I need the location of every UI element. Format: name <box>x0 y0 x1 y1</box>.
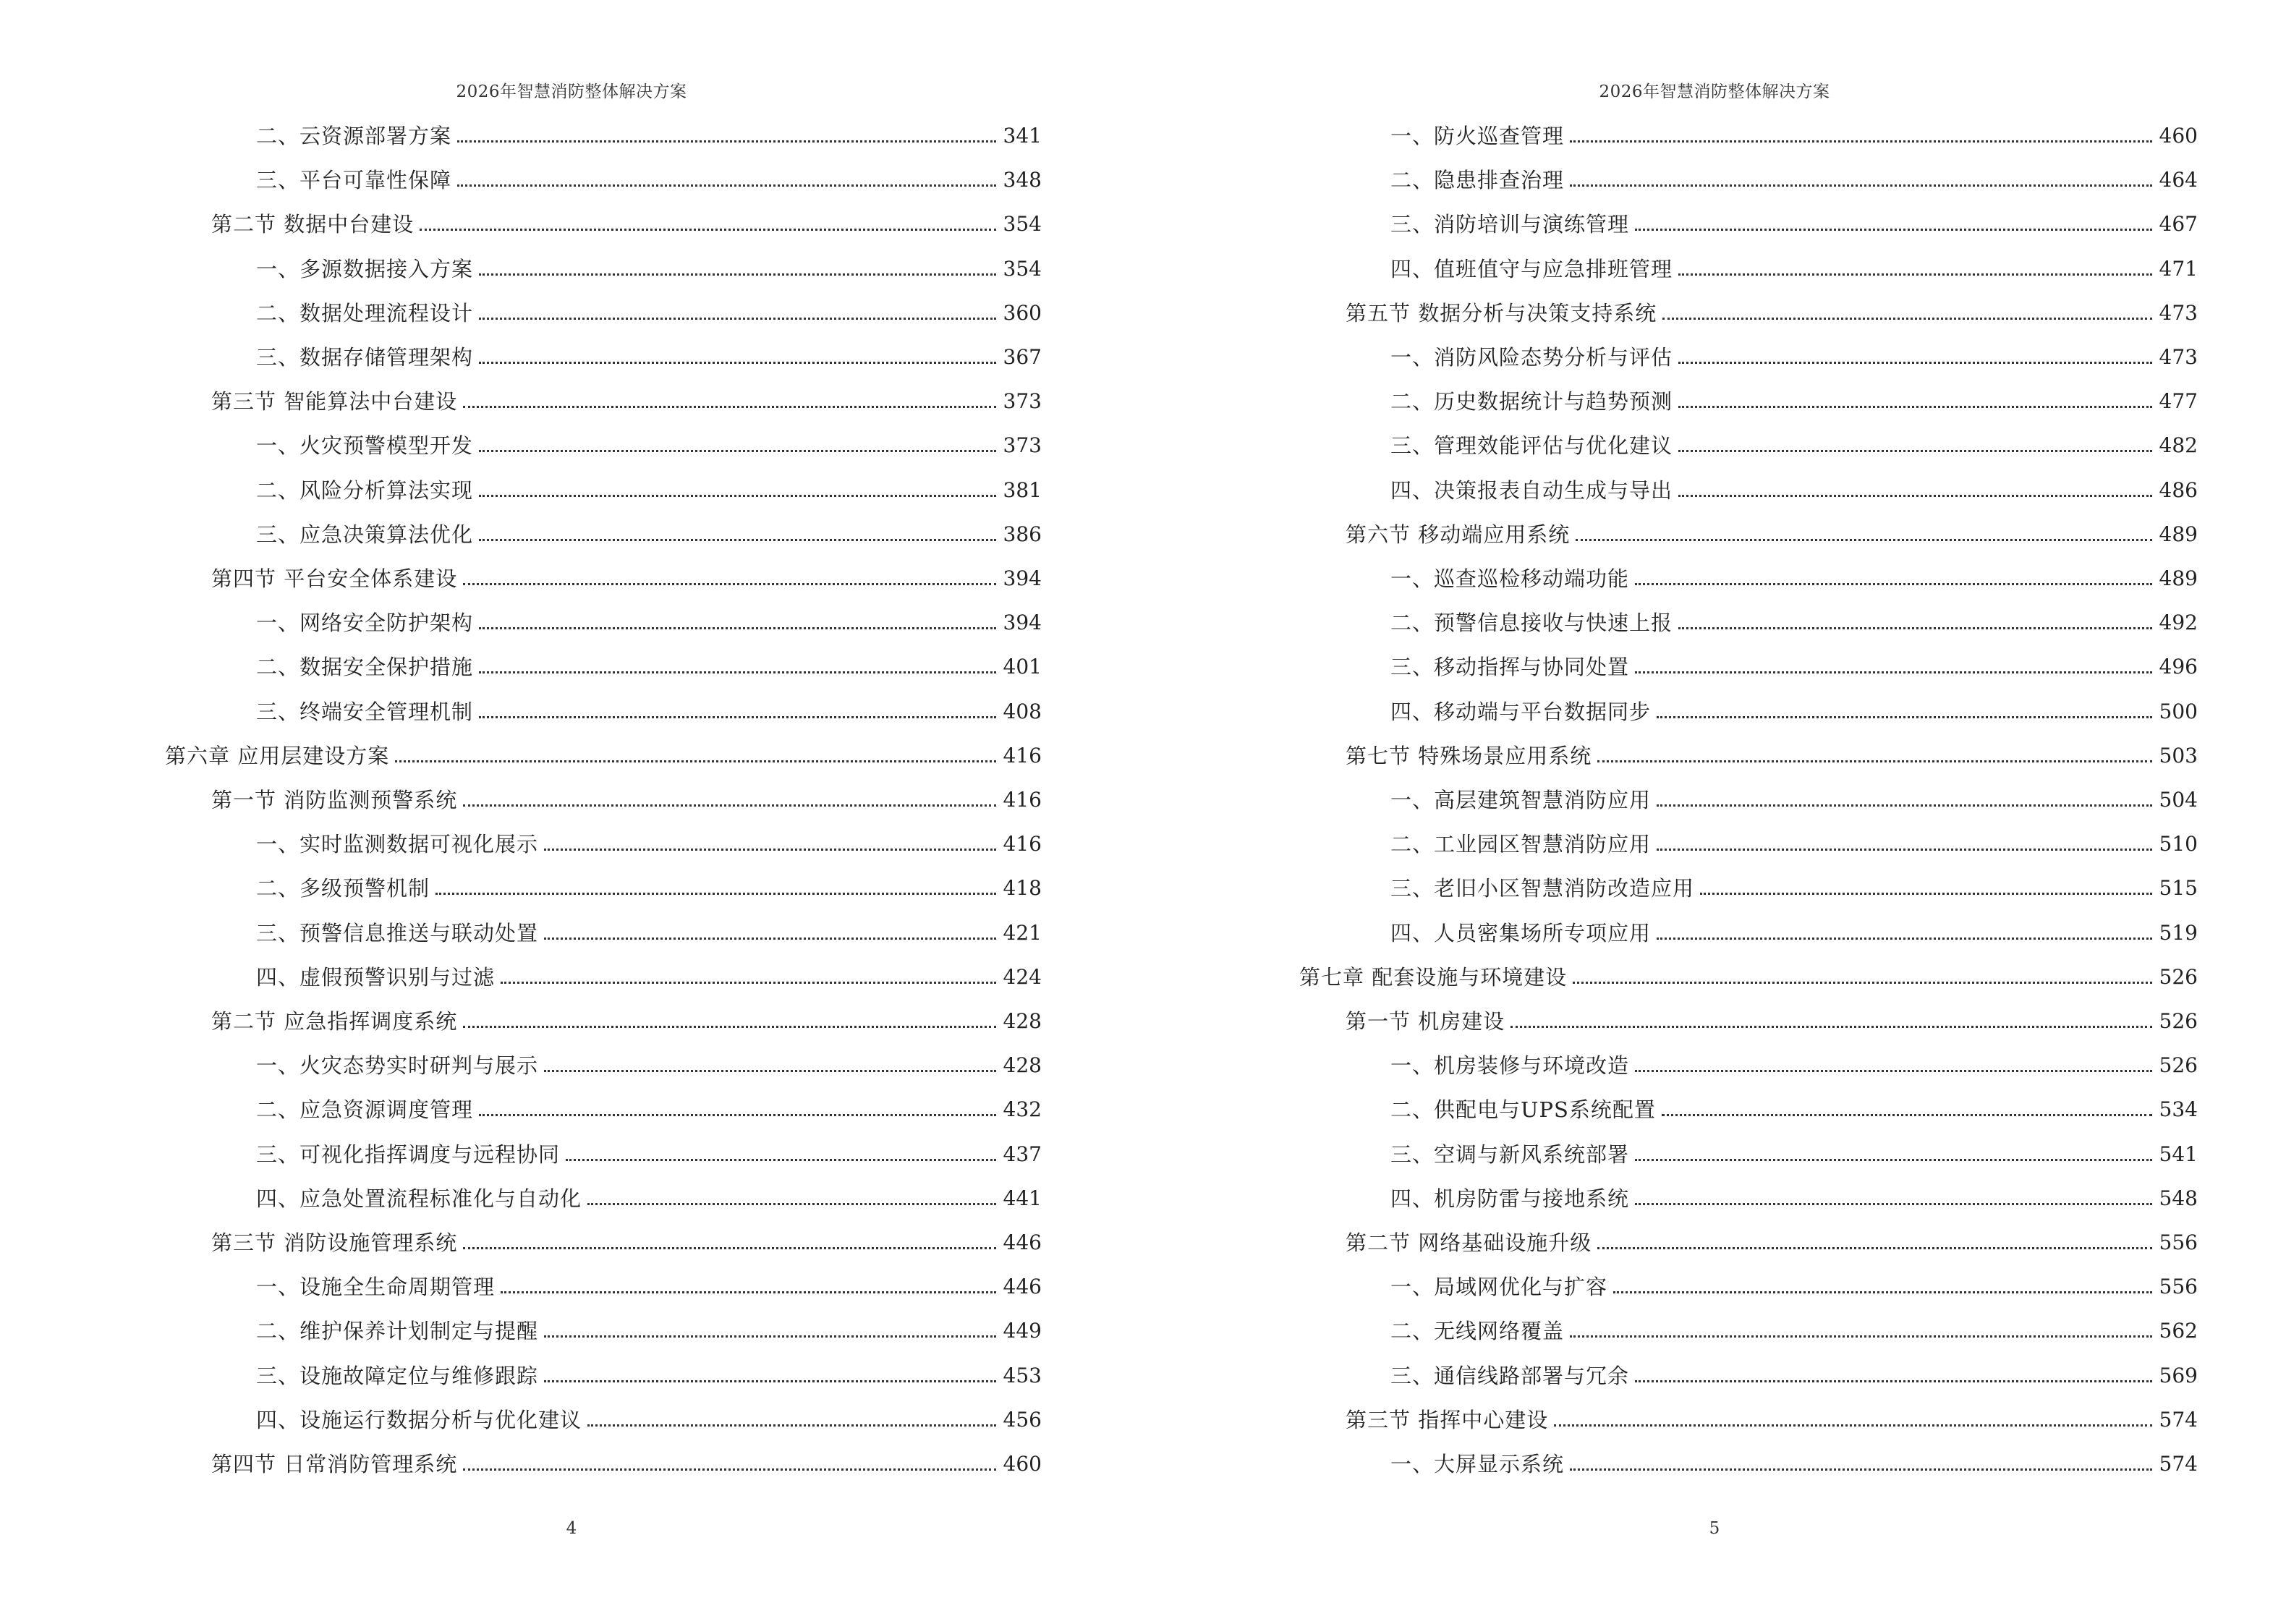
toc-entry-section[interactable] <box>165 1001 1042 1034</box>
toc-entry-item[interactable] <box>1299 603 2198 636</box>
toc-entry-item[interactable] <box>1299 1444 2198 1477</box>
toc-entry-section[interactable] <box>1299 736 2198 769</box>
dot-leader <box>1678 362 2152 364</box>
toc-entry-page-number: 381 <box>1003 477 1042 502</box>
dot-leader <box>479 495 996 497</box>
toc-entry-title: 第三节 智能算法中台建设 <box>211 389 458 414</box>
toc-entry-title: 第二节 数据中台建设 <box>211 212 415 237</box>
toc-entry-title: 四、人员密集场所专项应用 <box>1390 920 1652 945</box>
dot-leader <box>479 716 996 718</box>
dot-leader <box>1678 273 2152 276</box>
toc-entry-page-number: 456 <box>1003 1407 1042 1432</box>
toc-entry-title: 第二节 网络基础设施升级 <box>1346 1230 1592 1255</box>
toc-entry-page-number: 367 <box>1003 345 1042 369</box>
toc-entry-item[interactable] <box>165 249 1042 282</box>
toc-entry-title: 第三节 消防设施管理系统 <box>211 1230 458 1255</box>
toc-entry-page-number: 500 <box>2159 699 2198 723</box>
dot-leader <box>479 627 996 629</box>
dot-leader <box>479 1114 996 1116</box>
toc-entry-title: 四、决策报表自动生成与导出 <box>1390 477 1673 503</box>
toc-entry-title: 第四节 平台安全体系建设 <box>211 566 458 591</box>
dot-leader <box>1635 1070 2152 1072</box>
toc-entry-page-number: 464 <box>2159 168 2198 192</box>
toc-entry-item[interactable] <box>165 116 1042 149</box>
toc-entry-page-number: 467 <box>2159 212 2198 237</box>
toc-entry-section[interactable] <box>165 1444 1042 1477</box>
toc-entry-item[interactable] <box>165 1134 1042 1168</box>
toc-entry-title: 四、移动端与平台数据同步 <box>1390 699 1652 724</box>
toc-entry-page-number: 354 <box>1003 256 1042 281</box>
toc-entry-page-number: 354 <box>1003 212 1042 237</box>
running-header: 2026年智慧消防整体解决方案 <box>456 82 687 101</box>
dot-leader <box>395 760 995 762</box>
toc-entry-section[interactable] <box>1299 1001 2198 1034</box>
toc-entry-title: 三、平台可靠性保障 <box>256 168 452 193</box>
toc-entry-title: 一、火灾预警模型开发 <box>256 433 474 459</box>
toc-entry-item[interactable] <box>165 1400 1042 1433</box>
toc-entry-section[interactable] <box>1299 514 2198 548</box>
dot-leader <box>1554 1424 2151 1427</box>
toc-entry-page-number: 421 <box>1003 920 1042 945</box>
toc-entry-title: 二、应急资源调度管理 <box>256 1097 474 1123</box>
toc-entry-item[interactable] <box>1299 913 2198 946</box>
toc-entry-page-number: 489 <box>2159 522 2198 546</box>
toc-entry-page-number: 473 <box>2159 345 2198 369</box>
toc-entry-title: 二、云资源部署方案 <box>256 124 452 148</box>
dot-leader <box>1657 716 2152 718</box>
dot-leader <box>1635 229 2152 231</box>
toc-entry-page-number: 562 <box>2159 1319 2198 1343</box>
toc-entry-item[interactable] <box>1299 1089 2198 1123</box>
toc-entry-title: 四、应急处置流程标准化与自动化 <box>256 1186 582 1211</box>
dot-leader <box>544 849 996 851</box>
toc-entry-item[interactable] <box>1299 249 2198 282</box>
toc-entry-page-number: 394 <box>1003 566 1042 590</box>
toc-entry-item[interactable] <box>165 337 1042 370</box>
toc-entry-page-number: 341 <box>1003 124 1042 148</box>
dot-leader <box>463 1247 995 1249</box>
toc-entry-title: 二、供配电与UPS系统配置 <box>1390 1097 1656 1123</box>
toc-entry-item[interactable] <box>165 1267 1042 1300</box>
toc-entry-page-number: 541 <box>2159 1142 2198 1166</box>
toc-entry-page-number: 526 <box>2159 1009 2198 1033</box>
toc-entry-item[interactable] <box>1299 337 2198 370</box>
toc-entry-section[interactable] <box>1299 293 2198 326</box>
toc-entry-title: 二、多级预警机制 <box>256 876 430 901</box>
toc-entry-item[interactable] <box>1299 116 2198 149</box>
dot-leader <box>479 450 996 452</box>
toc-entry-page-number: 526 <box>2159 964 2198 989</box>
dot-leader <box>457 184 996 187</box>
toc-entry-page-number: 496 <box>2159 655 2198 679</box>
toc-entry-page-number: 534 <box>2159 1097 2198 1122</box>
dot-leader <box>1570 184 2152 187</box>
dot-leader <box>1570 140 2152 143</box>
dot-leader <box>566 1159 996 1161</box>
running-header: 2026年智慧消防整体解决方案 <box>1599 82 1830 101</box>
toc-entry-item[interactable] <box>1299 1356 2198 1389</box>
dot-leader <box>1573 982 2151 984</box>
dot-leader <box>479 273 996 276</box>
toc-entry-page-number: 348 <box>1003 168 1042 192</box>
toc-entry-page-number: 449 <box>1003 1319 1042 1343</box>
dot-leader <box>1662 318 2151 320</box>
toc-entry-item[interactable] <box>165 1089 1042 1123</box>
toc-entry-page-number: 424 <box>1003 964 1042 989</box>
toc-entry-title: 三、移动指挥与协同处置 <box>1390 655 1630 680</box>
toc-entry-title: 第三节 指挥中心建设 <box>1346 1407 1549 1432</box>
toc-entry-title: 二、隐患排查治理 <box>1390 168 1565 193</box>
toc-entry-section[interactable] <box>1299 1400 2198 1433</box>
toc-entry-title: 第一节 机房建设 <box>1346 1009 1505 1034</box>
toc-entry-title: 第二节 应急指挥调度系统 <box>211 1009 458 1034</box>
toc-entry-title: 一、大屏显示系统 <box>1390 1452 1565 1476</box>
toc-entry-title: 三、空调与新风系统部署 <box>1390 1142 1630 1167</box>
toc-entry-title: 二、数据安全保护措施 <box>256 655 474 680</box>
toc-entry-title: 四、值班值守与应急排班管理 <box>1390 256 1673 281</box>
toc-entry-title: 第四节 日常消防管理系统 <box>211 1452 458 1476</box>
dot-leader <box>1657 849 2152 851</box>
toc-entry-page-number: 473 <box>2159 300 2198 325</box>
toc-entry-item[interactable] <box>165 647 1042 680</box>
toc-entry-item[interactable] <box>1299 868 2198 901</box>
toc-entry-title: 一、实时监测数据可视化展示 <box>256 832 539 857</box>
toc-entry-page-number: 373 <box>1003 389 1042 414</box>
toc-entry-title: 一、局域网优化与扩容 <box>1390 1275 1608 1300</box>
toc-entry-page-number: 460 <box>1003 1452 1042 1476</box>
toc-entry-item[interactable] <box>165 160 1042 193</box>
toc-entry-section[interactable] <box>165 780 1042 813</box>
toc-entry-title: 三、应急决策算法优化 <box>256 522 474 547</box>
toc-entry-page-number: 526 <box>2159 1053 2198 1078</box>
toc-entry-title: 三、设施故障定位与维修跟踪 <box>256 1363 539 1388</box>
toc-entry-item[interactable] <box>1299 1045 2198 1079</box>
toc-entry-item[interactable] <box>165 868 1042 901</box>
toc-entry-page-number: 441 <box>1003 1186 1042 1210</box>
toc-entry-title: 四、虚假预警识别与过滤 <box>256 964 496 990</box>
dot-leader <box>1576 539 2151 541</box>
dot-leader <box>479 671 996 673</box>
dot-leader <box>1635 1203 2152 1205</box>
toc-entry-page-number: 386 <box>1003 522 1042 546</box>
dot-leader <box>479 318 996 320</box>
toc-entry-title: 第五节 数据分析与决策支持系统 <box>1346 300 1657 326</box>
toc-entry-title: 一、巡查巡检移动端功能 <box>1390 566 1630 591</box>
toc-entry-page-number: 360 <box>1003 300 1042 325</box>
toc-entry-title: 一、多源数据接入方案 <box>256 256 474 281</box>
toc-entry-title: 二、工业园区智慧消防应用 <box>1390 832 1652 857</box>
dot-leader <box>479 539 996 541</box>
toc-entry-page-number: 548 <box>2159 1186 2198 1210</box>
toc-entry-page-number: 510 <box>2159 832 2198 856</box>
dot-leader <box>1678 450 2152 452</box>
toc-page-right <box>1143 0 2286 1624</box>
toc-list <box>1299 116 2198 1476</box>
dot-leader <box>1635 583 2152 585</box>
toc-entry-title: 四、机房防雷与接地系统 <box>1390 1186 1630 1211</box>
toc-entry-item[interactable] <box>1299 425 2198 459</box>
toc-entry-title: 三、可视化指挥调度与远程协同 <box>256 1142 561 1167</box>
toc-entry-section[interactable] <box>165 558 1042 592</box>
dot-leader <box>479 362 996 364</box>
dot-leader <box>544 1070 996 1072</box>
toc-entry-item[interactable] <box>1299 1134 2198 1168</box>
toc-entry-item[interactable] <box>1299 204 2198 237</box>
toc-entry-item[interactable] <box>165 514 1042 548</box>
toc-entry-page-number: 471 <box>2159 256 2198 281</box>
toc-entry-page-number: 418 <box>1003 876 1042 901</box>
toc-entry-page-number: 446 <box>1003 1230 1042 1254</box>
toc-entry-page-number: 519 <box>2159 920 2198 945</box>
toc-entry-title: 三、通信线路部署与冗余 <box>1390 1363 1630 1388</box>
toc-entry-item[interactable] <box>1299 381 2198 414</box>
toc-entry-title: 二、数据处理流程设计 <box>256 300 474 326</box>
toc-entry-page-number: 408 <box>1003 699 1042 723</box>
toc-entry-page-number: 569 <box>2159 1363 2198 1387</box>
dot-leader <box>1570 1468 2152 1471</box>
dot-leader <box>435 893 996 895</box>
toc-entry-item[interactable] <box>165 1356 1042 1389</box>
dot-leader <box>1597 760 2151 762</box>
toc-entry-item[interactable] <box>1299 1267 2198 1300</box>
toc-entry-page-number: 504 <box>2159 788 2198 812</box>
toc-entry-title: 二、历史数据统计与趋势预测 <box>1390 389 1673 414</box>
dot-leader <box>1635 671 2152 673</box>
dot-leader <box>1662 1114 2152 1116</box>
toc-entry-page-number: 432 <box>1003 1097 1042 1122</box>
dot-leader <box>587 1203 996 1205</box>
toc-entry-item[interactable] <box>1299 160 2198 193</box>
toc-entry-title: 三、老旧小区智慧消防改造应用 <box>1390 876 1695 901</box>
toc-entry-section[interactable] <box>165 381 1042 414</box>
toc-entry-item[interactable] <box>165 824 1042 857</box>
dot-leader <box>1613 1291 2152 1293</box>
dot-leader <box>587 1424 996 1427</box>
toc-entry-section[interactable] <box>1299 1223 2198 1256</box>
toc-entry-item[interactable] <box>165 1311 1042 1344</box>
dot-leader <box>1510 1026 2151 1028</box>
toc-entry-chapter[interactable] <box>1299 957 2198 990</box>
toc-entry-title: 一、机房装修与环境改造 <box>1390 1053 1630 1079</box>
toc-entry-page-number: 446 <box>1003 1275 1042 1299</box>
toc-entry-item[interactable] <box>165 470 1042 503</box>
toc-entry-item[interactable] <box>1299 780 2198 813</box>
toc-entry-item[interactable] <box>165 603 1042 636</box>
toc-entry-item[interactable] <box>1299 824 2198 857</box>
toc-entry-title: 第六章 应用层建设方案 <box>165 743 390 768</box>
dot-leader <box>1700 893 2152 895</box>
toc-entry-title: 第七章 配套设施与环境建设 <box>1299 964 1568 990</box>
toc-entry-title: 二、无线网络覆盖 <box>1390 1319 1565 1344</box>
toc-entry-title: 第七节 特殊场景应用系统 <box>1346 743 1592 768</box>
toc-entry-item[interactable] <box>165 293 1042 326</box>
dot-leader <box>1635 1380 2152 1382</box>
toc-entry-title: 一、消防风险态势分析与评估 <box>1390 345 1673 370</box>
toc-entry-item[interactable] <box>1299 1178 2198 1212</box>
toc-list <box>165 116 1042 1476</box>
toc-entry-item[interactable] <box>165 425 1042 459</box>
toc-entry-page-number: 477 <box>2159 389 2198 414</box>
toc-entry-item[interactable] <box>1299 647 2198 680</box>
dot-leader <box>1657 804 2152 807</box>
toc-entry-title: 一、设施全生命周期管理 <box>256 1275 496 1300</box>
toc-entry-page-number: 556 <box>2159 1275 2198 1299</box>
toc-entry-title: 三、数据存储管理架构 <box>256 345 474 370</box>
dot-leader <box>544 1380 996 1382</box>
toc-entry-item[interactable] <box>1299 558 2198 592</box>
dot-leader <box>1657 938 2152 940</box>
toc-entry-title: 三、预警信息推送与联动处置 <box>256 920 539 945</box>
toc-entry-title: 二、预警信息接收与快速上报 <box>1390 611 1673 636</box>
toc-entry-section[interactable] <box>165 204 1042 237</box>
dot-leader <box>1678 495 2152 497</box>
dot-leader <box>463 406 995 408</box>
toc-entry-page-number: 486 <box>2159 477 2198 502</box>
page-number: 5 <box>1709 1519 1720 1538</box>
toc-entry-title: 三、终端安全管理机制 <box>256 699 474 724</box>
toc-entry-item[interactable] <box>165 692 1042 725</box>
dot-leader <box>544 938 996 940</box>
toc-entry-title: 一、防火巡查管理 <box>1390 124 1565 148</box>
toc-entry-page-number: 515 <box>2159 876 2198 901</box>
toc-entry-page-number: 416 <box>1003 788 1042 812</box>
toc-entry-page-number: 556 <box>2159 1230 2198 1254</box>
toc-entry-page-number: 489 <box>2159 566 2198 590</box>
toc-entry-page-number: 416 <box>1003 832 1042 856</box>
toc-entry-page-number: 460 <box>2159 124 2198 148</box>
dot-leader <box>420 229 995 231</box>
toc-entry-item[interactable] <box>1299 1311 2198 1344</box>
dot-leader <box>463 583 995 585</box>
toc-entry-title: 三、消防培训与演练管理 <box>1390 212 1630 237</box>
toc-entry-page-number: 428 <box>1003 1053 1042 1078</box>
toc-entry-item[interactable] <box>1299 692 2198 725</box>
dot-leader <box>1597 1247 2151 1249</box>
dot-leader <box>1570 1335 2152 1338</box>
toc-entry-title: 第一节 消防监测预警系统 <box>211 788 458 812</box>
toc-entry-page-number: 482 <box>2159 433 2198 458</box>
dot-leader <box>501 982 996 984</box>
dot-leader <box>1678 406 2152 408</box>
toc-entry-page-number: 503 <box>2159 743 2198 768</box>
toc-entry-title: 第六节 移动端应用系统 <box>1346 522 1571 547</box>
toc-entry-title: 三、管理效能评估与优化建议 <box>1390 433 1673 459</box>
toc-entry-title: 二、维护保养计划制定与提醒 <box>256 1319 539 1344</box>
toc-entry-title: 四、设施运行数据分析与优化建议 <box>256 1407 582 1432</box>
dot-leader <box>1678 627 2152 629</box>
toc-entry-title: 一、火灾态势实时研判与展示 <box>256 1053 539 1079</box>
toc-entry-title: 二、风险分析算法实现 <box>256 477 474 503</box>
toc-entry-page-number: 373 <box>1003 433 1042 458</box>
toc-entry-page-number: 574 <box>2159 1452 2198 1476</box>
toc-entry-page-number: 401 <box>1003 655 1042 679</box>
toc-entry-chapter[interactable] <box>165 736 1042 769</box>
dot-leader <box>457 140 996 143</box>
toc-entry-page-number: 453 <box>1003 1363 1042 1387</box>
page-number: 4 <box>566 1519 577 1538</box>
toc-entry-item[interactable] <box>165 913 1042 946</box>
dot-leader <box>463 1468 995 1471</box>
dot-leader <box>463 804 995 807</box>
toc-entry-page-number: 416 <box>1003 743 1042 768</box>
toc-entry-title: 一、高层建筑智慧消防应用 <box>1390 788 1652 812</box>
toc-entry-item[interactable] <box>165 957 1042 990</box>
dot-leader <box>463 1026 995 1028</box>
toc-entry-item[interactable] <box>165 1045 1042 1079</box>
dot-leader <box>1635 1159 2152 1161</box>
toc-entry-page-number: 492 <box>2159 611 2198 635</box>
toc-entry-page-number: 437 <box>1003 1142 1042 1166</box>
toc-entry-title: 一、网络安全防护架构 <box>256 611 474 636</box>
toc-entry-section[interactable] <box>165 1223 1042 1256</box>
toc-entry-page-number: 574 <box>2159 1407 2198 1432</box>
toc-entry-page-number: 428 <box>1003 1009 1042 1033</box>
dot-leader <box>544 1335 996 1338</box>
toc-entry-item[interactable] <box>165 1178 1042 1212</box>
toc-entry-page-number: 394 <box>1003 611 1042 635</box>
toc-entry-item[interactable] <box>1299 470 2198 503</box>
dot-leader <box>501 1291 996 1293</box>
